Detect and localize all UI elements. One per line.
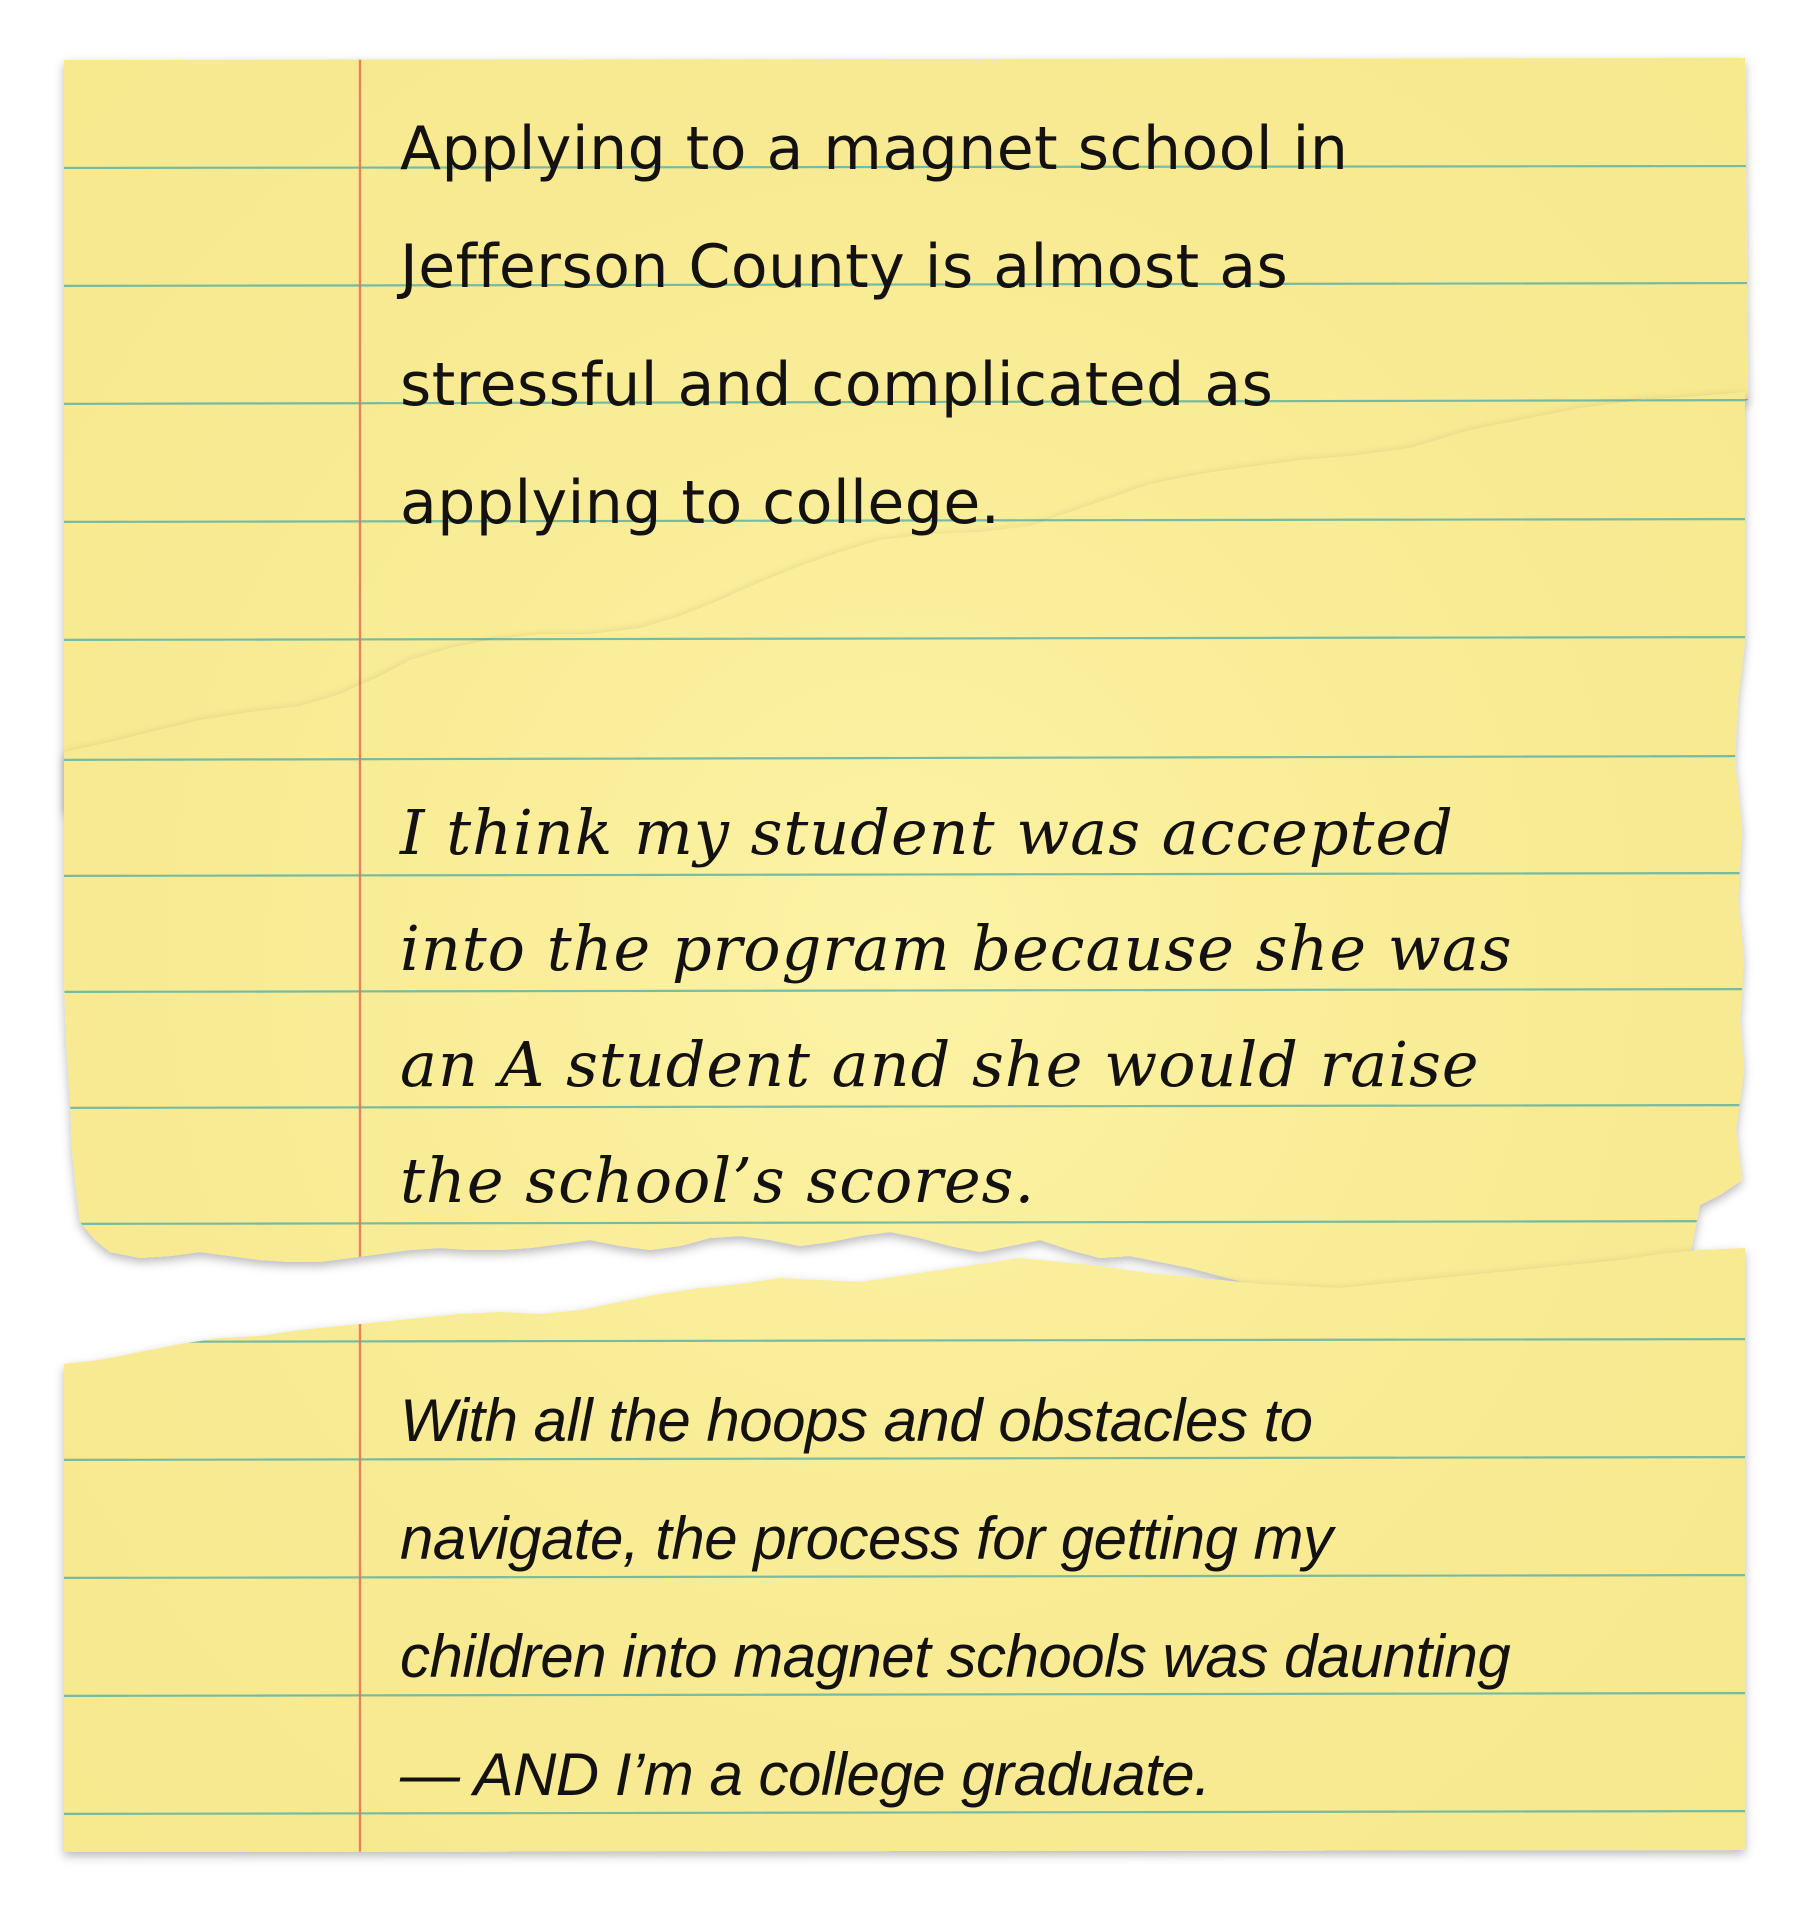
note-line: Jefferson County is almost as (400, 232, 1289, 302)
note-line: children into magnet schools was daunting (400, 1623, 1511, 1690)
note-line: — AND I’m a college graduate. (400, 1741, 1211, 1808)
handwritten-note-1 (400, 90, 1740, 562)
note-line: navigate, the process for getting my (400, 1505, 1333, 1572)
handwritten-note-2 (400, 775, 1740, 1239)
note-line: the school’s scores. (400, 1144, 1036, 1217)
note-line: I think my student was accepted (400, 796, 1454, 869)
note-line: With all the hoops and obstacles to (400, 1387, 1313, 1454)
note-line: applying to college. (400, 468, 1001, 538)
handwritten-note-3 (400, 1362, 1740, 1834)
note-line: an A student and she would raise (400, 1028, 1480, 1101)
note-line: stressful and complicated as (400, 350, 1274, 420)
note-line: into the program because she was (400, 912, 1513, 985)
note-line: Applying to a magnet school in (400, 114, 1349, 184)
